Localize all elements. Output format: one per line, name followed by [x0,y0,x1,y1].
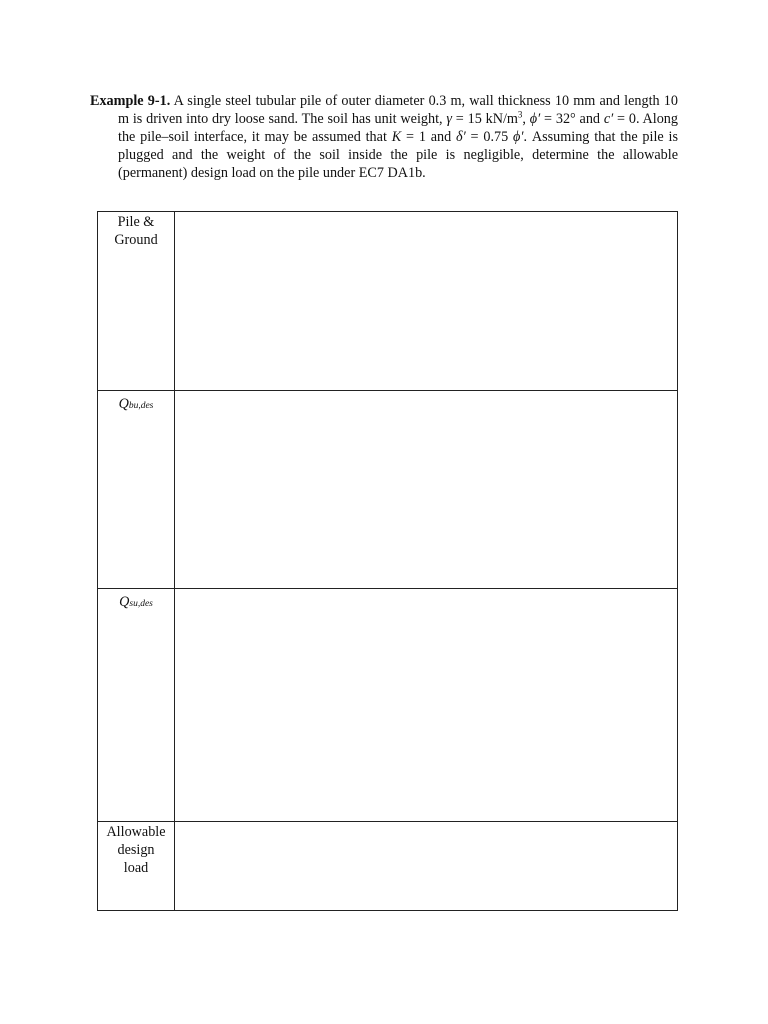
example-label: Example 9-1. [90,93,171,109]
answer-space-qbu-des[interactable] [175,391,678,589]
problem-text-1: A single steel tubular pile of outer diameter 0.3 m, wall thickness 10 mm and length 10 m is driven into dry loose sand. The soil has unit weight, [118,93,678,127]
answer-space-allowable-load[interactable] [175,822,678,911]
unit-exponent: 3 [517,109,523,120]
answer-space-pile-ground[interactable] [175,212,678,391]
problem-text-6: = 1 and [401,129,457,145]
row-qsu-des [98,589,678,822]
problem-text-5: = 0. Along the pile–soil interface, it may be assumed that [118,111,678,145]
header-allowable-line3: load [123,860,149,876]
header-pile-ground [98,212,175,391]
problem-text-3: , [522,111,530,127]
header-allowable-line1: Allowable [106,824,166,840]
header-qsu-main: Q [119,594,130,610]
row-qbu-des [98,391,678,589]
gamma-symbol: γ [446,111,452,127]
header-qbu-main: Q [118,396,129,412]
phi-symbol-2: ϕ′ [513,129,524,145]
problem-statement [90,92,678,182]
header-allowable-line2: design [117,842,155,858]
problem-text-7: = 0.75 [465,129,514,145]
header-qbu-des [98,391,175,589]
k-symbol: K [391,129,402,145]
phi-symbol: ϕ′ [529,111,541,127]
header-pile-ground-line2: Ground [114,232,158,248]
problem-text-4: = 32° and [540,111,604,127]
answer-space-qsu-des[interactable] [175,589,678,822]
header-qbu-sub: bu,des [128,401,154,411]
row-allowable-load [98,822,678,911]
header-qsu-sub: su,des [129,599,153,609]
header-qsu-des [98,589,175,822]
header-pile-ground-line1: Pile & [117,214,155,230]
row-pile-ground [98,212,678,391]
cohesion-symbol: c′ [603,111,614,127]
problem-text-8: . Assuming that the pile is plugged and the weight of the soil inside the pile is negligible, determine the allowable (permanent) design load on the pile under EC7 DA1b. [118,129,678,181]
delta-symbol: δ′ [456,129,466,145]
worksheet-table [97,211,678,911]
problem-text-2: = 15 kN/m [451,111,518,127]
header-allowable-load [98,822,175,911]
